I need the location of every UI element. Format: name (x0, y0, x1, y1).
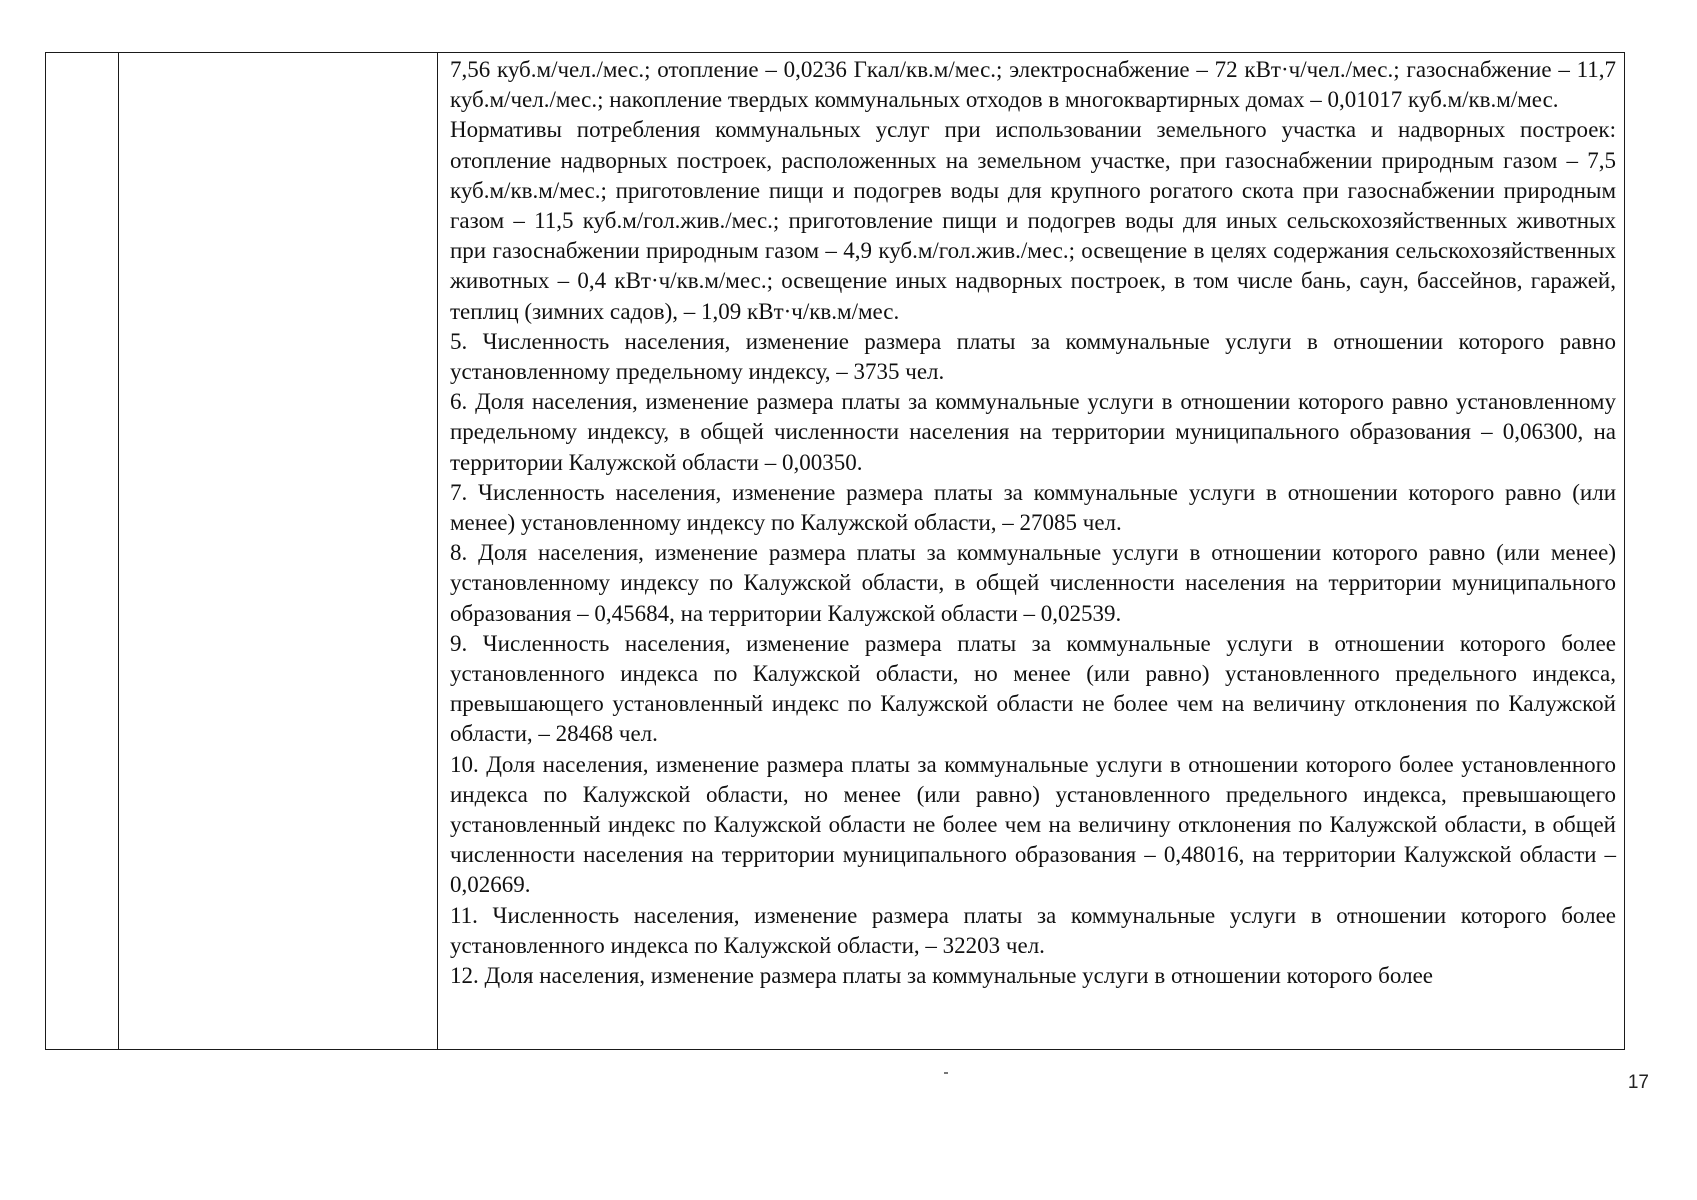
content-paragraph-item-8: 8. Доля населения, изменение размера платы за коммунальные услуги в отношении которого равно (или менее) установленному индексу по Калужской области, в общей численности населения на территории муниципального образования – 0,45684, на территории Калужской области – 0,02539. (450, 540, 1616, 626)
content-paragraph-item-5: 5. Численность населения, изменение размера платы за коммунальные услуги в отношении которого равно установленному предельному индексу, – 3735 чел. (450, 328, 1616, 385)
document-table (45, 52, 1625, 1050)
content-paragraph-item-9: 9. Численность населения, изменение размера платы за коммунальные услуги в отношении которого более установленного индекса по Калужской области, но менее (или равно) установленного предельного индекса, превышающего установленный индекс по Калужской области не более чем на величину отклонения по Калужской области, – 28468 чел. (450, 630, 1616, 747)
table-column-title (119, 53, 438, 1049)
table-column-number (46, 53, 119, 1049)
content-paragraph-norms-continued: 7,56 куб.м/чел./мес.; отопление – 0,0236 Гкал/кв.м/мес.; электроснабжение – 72 кВт·ч/чел./мес.; газоснабжение – 11,7 куб.м/чел./мес.; накопление твердых коммунальных отходов в многоквартирных домах – 0,01017 куб.м/кв.м/мес. (450, 57, 1616, 113)
table-column-content (438, 53, 1624, 1049)
content-paragraph-item-7: 7. Численность населения, изменение размера платы за коммунальные услуги в отношении которого равно (или менее) установленному индексу по Калужской области, – 27085 чел. (450, 479, 1616, 536)
content-paragraph-item-6: 6. Доля населения, изменение размера платы за коммунальные услуги в отношении которого равно установленному предельному индексу, в общей численности населения на территории муниципального образования – 0,06300, на территории Калужской области – 0,00350. (450, 389, 1616, 475)
content-paragraph-item-12: 12. Доля населения, изменение размера платы за коммунальные услуги в отношении которого более (450, 963, 1433, 989)
content-paragraph-item-10: 10. Доля населения, изменение размера платы за коммунальные услуги в отношении которого более установленного индекса по Калужской области, но менее (или равно) установленного предельного индекса, превышающего установленный индекс по Калужской области не более чем на величину отклонения по Калужской области, в общей численности населения на территории муниципального образования – 0,48016, на территории Калужской области – 0,02669. (450, 751, 1616, 898)
content-paragraph-item-11: 11. Численность населения, изменение размера платы за коммунальные услуги в отношении которого более установленного индекса по Калужской области, – 32203 чел. (450, 902, 1616, 958)
content-paragraph-land-plot-norms: Нормативы потребления коммунальных услуг при использовании земельного участка и надворных построек: отопление надворных построек, расположенных на земельном участке, при газоснабжении природным газом – 7,5 куб.м/кв.м/мес.; приготовление пищи и подогрев воды для крупного рогатого скота при газоснабжении природным газом – 11,5 куб.м/гол.жив./мес.; приготовление пищи и подогрев воды для иных сельскохозяйственных животных при газоснабжении природным газом – 4,9 куб.м/гол.жив./мес.; освещение в целях содержания сельскохозяйственных животных – 0,4 кВт·ч/кв.м/мес.; освещение иных надворных построек, в том числе бань, саун, бассейнов, гаражей, теплиц (зимних садов), – 1,09 кВт·ч/кв.м/мес. (450, 117, 1616, 324)
scan-speck (944, 1072, 948, 1074)
page-number: 17 (1627, 1072, 1649, 1093)
